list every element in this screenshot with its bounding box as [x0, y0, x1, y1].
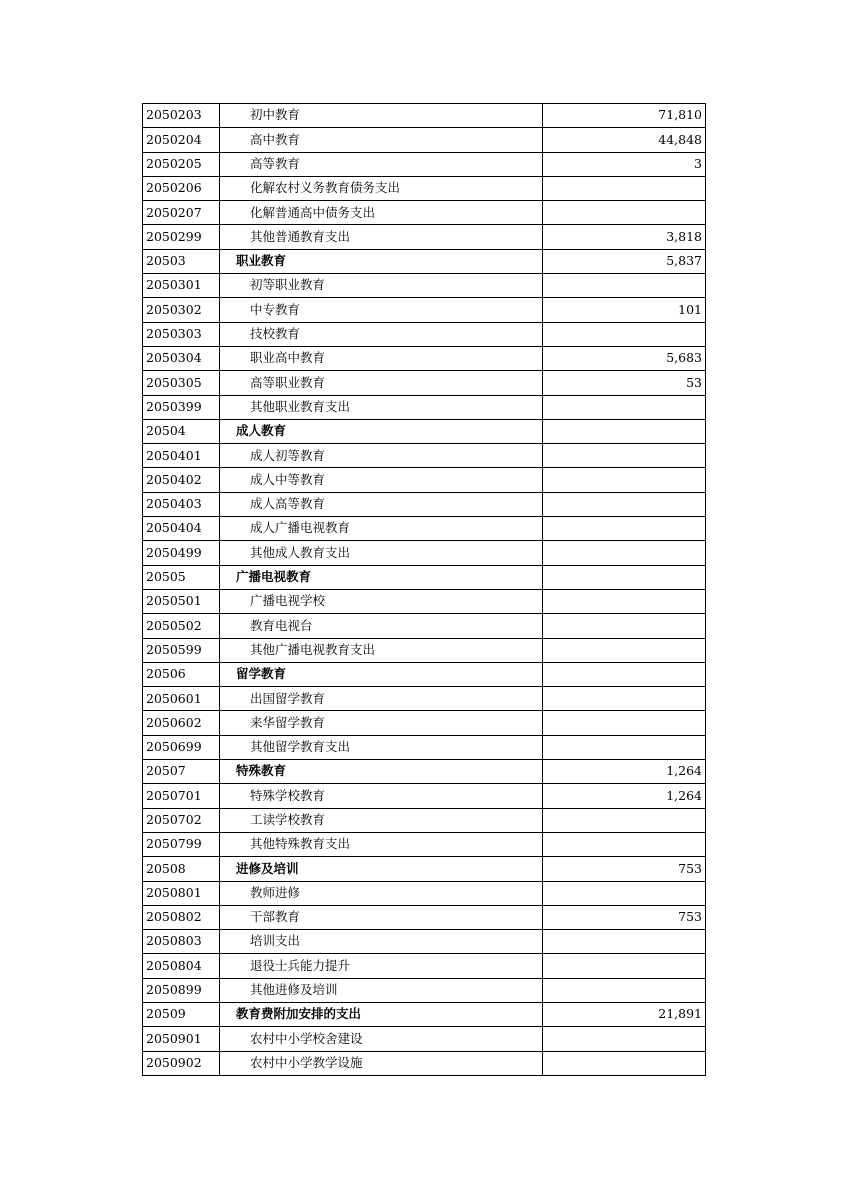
subject-name-cell: 高等职业教育: [220, 371, 543, 395]
table-row: [143, 371, 706, 395]
table-row: [143, 784, 706, 808]
subject-code-cell: 2050399: [143, 395, 220, 419]
table-row: [143, 1051, 706, 1075]
amount-cell: [543, 881, 706, 905]
amount-cell: [543, 468, 706, 492]
subject-code-cell: 2050804: [143, 954, 220, 978]
section-row: [143, 662, 706, 686]
amount-cell: [543, 201, 706, 225]
subject-code-cell: 2050799: [143, 832, 220, 856]
table-row: [143, 978, 706, 1002]
amount-cell: [543, 517, 706, 541]
subject-code-cell: 2050499: [143, 541, 220, 565]
subject-name-cell: 特殊教育: [220, 760, 543, 784]
subject-name-cell: 其他特殊教育支出: [220, 832, 543, 856]
subject-code-cell: 2050207: [143, 201, 220, 225]
subject-name-cell: 其他成人教育支出: [220, 541, 543, 565]
subject-name-cell: 中专教育: [220, 298, 543, 322]
subject-code-cell: 2050601: [143, 687, 220, 711]
subject-name-cell: 进修及培训: [220, 857, 543, 881]
subject-name-cell: 初中教育: [220, 104, 543, 128]
subject-code-cell: 20503: [143, 249, 220, 273]
table-row: [143, 881, 706, 905]
table-row: [143, 104, 706, 128]
amount-cell: [543, 711, 706, 735]
amount-cell: 753: [543, 857, 706, 881]
subject-code-cell: 20505: [143, 565, 220, 589]
subject-code-cell: 2050301: [143, 274, 220, 298]
subject-code-cell: 20506: [143, 662, 220, 686]
table-row: [143, 832, 706, 856]
section-row: [143, 565, 706, 589]
table-row: [143, 322, 706, 346]
section-row: [143, 857, 706, 881]
table-row: [143, 808, 706, 832]
amount-cell: [543, 1027, 706, 1051]
subject-code-cell: 20504: [143, 419, 220, 443]
amount-cell: 1,264: [543, 760, 706, 784]
table-row: [143, 735, 706, 759]
amount-cell: [543, 735, 706, 759]
subject-code-cell: 2050701: [143, 784, 220, 808]
subject-name-cell: 其他进修及培训: [220, 978, 543, 1002]
table-row: [143, 201, 706, 225]
subject-code-cell: 2050502: [143, 614, 220, 638]
table-row: [143, 589, 706, 613]
subject-code-cell: 2050599: [143, 638, 220, 662]
subject-code-cell: 20507: [143, 760, 220, 784]
amount-cell: [543, 322, 706, 346]
section-row: [143, 760, 706, 784]
table-row: [143, 638, 706, 662]
amount-cell: 3: [543, 152, 706, 176]
subject-code-cell: 2050401: [143, 444, 220, 468]
table-row: [143, 128, 706, 152]
amount-cell: 3,818: [543, 225, 706, 249]
table-row: [143, 176, 706, 200]
table-row: [143, 298, 706, 322]
subject-code-cell: 2050205: [143, 152, 220, 176]
table-row: [143, 346, 706, 370]
subject-name-cell: 退役士兵能力提升: [220, 954, 543, 978]
budget-table: [142, 103, 706, 1076]
subject-name-cell: 其他普通教育支出: [220, 225, 543, 249]
subject-code-cell: 2050602: [143, 711, 220, 735]
subject-name-cell: 初等职业教育: [220, 274, 543, 298]
table-row: [143, 492, 706, 516]
subject-name-cell: 工读学校教育: [220, 808, 543, 832]
section-row: [143, 249, 706, 273]
subject-code-cell: 2050501: [143, 589, 220, 613]
subject-name-cell: 教育电视台: [220, 614, 543, 638]
subject-name-cell: 技校教育: [220, 322, 543, 346]
subject-code-cell: 2050303: [143, 322, 220, 346]
subject-code-cell: 20508: [143, 857, 220, 881]
amount-cell: 5,683: [543, 346, 706, 370]
subject-code-cell: 2050802: [143, 905, 220, 929]
subject-name-cell: 农村中小学校舍建设: [220, 1027, 543, 1051]
subject-name-cell: 培训支出: [220, 930, 543, 954]
subject-code-cell: 2050203: [143, 104, 220, 128]
subject-code-cell: 2050699: [143, 735, 220, 759]
subject-name-cell: 来华留学教育: [220, 711, 543, 735]
amount-cell: [543, 832, 706, 856]
subject-name-cell: 特殊学校教育: [220, 784, 543, 808]
amount-cell: 101: [543, 298, 706, 322]
table-row: [143, 711, 706, 735]
amount-cell: [543, 978, 706, 1002]
subject-name-cell: 广播电视学校: [220, 589, 543, 613]
amount-cell: [543, 614, 706, 638]
subject-name-cell: 成人中等教育: [220, 468, 543, 492]
table-row: [143, 468, 706, 492]
subject-name-cell: 留学教育: [220, 662, 543, 686]
amount-cell: [543, 274, 706, 298]
subject-code-cell: 2050901: [143, 1027, 220, 1051]
subject-code-cell: 2050204: [143, 128, 220, 152]
subject-name-cell: 教师进修: [220, 881, 543, 905]
amount-cell: [543, 541, 706, 565]
subject-name-cell: 化解普通高中债务支出: [220, 201, 543, 225]
amount-cell: [543, 954, 706, 978]
section-row: [143, 1002, 706, 1026]
subject-code-cell: 2050299: [143, 225, 220, 249]
subject-code-cell: 2050302: [143, 298, 220, 322]
subject-name-cell: 高中教育: [220, 128, 543, 152]
subject-code-cell: 2050801: [143, 881, 220, 905]
amount-cell: 44,848: [543, 128, 706, 152]
subject-name-cell: 其他职业教育支出: [220, 395, 543, 419]
table-row: [143, 517, 706, 541]
subject-name-cell: 职业高中教育: [220, 346, 543, 370]
table-row: [143, 905, 706, 929]
amount-cell: [543, 1051, 706, 1075]
subject-code-cell: 2050403: [143, 492, 220, 516]
subject-name-cell: 化解农村义务教育债务支出: [220, 176, 543, 200]
section-row: [143, 419, 706, 443]
table-row: [143, 541, 706, 565]
subject-name-cell: 成人广播电视教育: [220, 517, 543, 541]
table-row: [143, 614, 706, 638]
subject-name-cell: 成人初等教育: [220, 444, 543, 468]
amount-cell: [543, 662, 706, 686]
table-row: [143, 687, 706, 711]
amount-cell: [543, 930, 706, 954]
subject-code-cell: 2050404: [143, 517, 220, 541]
subject-code-cell: 2050206: [143, 176, 220, 200]
subject-name-cell: 职业教育: [220, 249, 543, 273]
subject-name-cell: 其他留学教育支出: [220, 735, 543, 759]
subject-code-cell: 2050305: [143, 371, 220, 395]
amount-cell: 21,891: [543, 1002, 706, 1026]
amount-cell: [543, 444, 706, 468]
subject-code-cell: 2050304: [143, 346, 220, 370]
amount-cell: 5,837: [543, 249, 706, 273]
budget-table-body: [143, 104, 706, 1076]
table-row: [143, 444, 706, 468]
subject-name-cell: 广播电视教育: [220, 565, 543, 589]
amount-cell: 1,264: [543, 784, 706, 808]
amount-cell: [543, 492, 706, 516]
subject-name-cell: 成人教育: [220, 419, 543, 443]
subject-name-cell: 农村中小学教学设施: [220, 1051, 543, 1075]
table-row: [143, 1027, 706, 1051]
table-row: [143, 225, 706, 249]
subject-name-cell: 干部教育: [220, 905, 543, 929]
table-row: [143, 954, 706, 978]
amount-cell: [543, 419, 706, 443]
subject-name-cell: 成人高等教育: [220, 492, 543, 516]
amount-cell: [543, 638, 706, 662]
amount-cell: [543, 395, 706, 419]
subject-code-cell: 2050702: [143, 808, 220, 832]
subject-code-cell: 2050902: [143, 1051, 220, 1075]
subject-name-cell: 其他广播电视教育支出: [220, 638, 543, 662]
subject-code-cell: 2050402: [143, 468, 220, 492]
subject-code-cell: 2050899: [143, 978, 220, 1002]
table-row: [143, 274, 706, 298]
amount-cell: 53: [543, 371, 706, 395]
amount-cell: [543, 687, 706, 711]
amount-cell: [543, 565, 706, 589]
amount-cell: 753: [543, 905, 706, 929]
subject-code-cell: 2050803: [143, 930, 220, 954]
subject-name-cell: 高等教育: [220, 152, 543, 176]
amount-cell: [543, 808, 706, 832]
subject-name-cell: 教育费附加安排的支出: [220, 1002, 543, 1026]
table-row: [143, 930, 706, 954]
subject-code-cell: 20509: [143, 1002, 220, 1026]
table-row: [143, 152, 706, 176]
amount-cell: [543, 589, 706, 613]
table-row: [143, 395, 706, 419]
amount-cell: [543, 176, 706, 200]
amount-cell: 71,810: [543, 104, 706, 128]
subject-name-cell: 出国留学教育: [220, 687, 543, 711]
